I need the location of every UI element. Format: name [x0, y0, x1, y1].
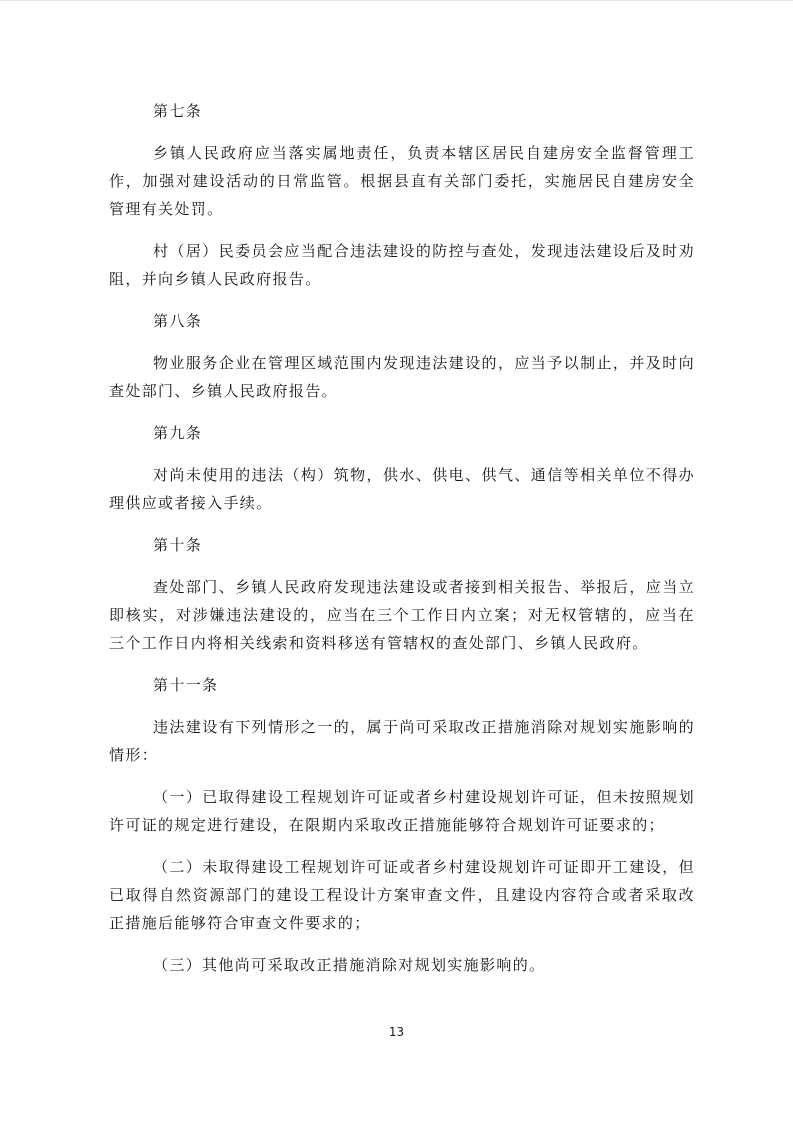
list-item-paragraph: （一）已取得建设工程规划许可证或者乡村建设规划许可证，但未按照规划许可证的规定进行建设，在限期内采取改正措施能够符合规划许可证要求的； — [109, 788, 695, 834]
page-number: 13 — [388, 1025, 405, 1039]
article-heading: 第八条 — [153, 312, 203, 330]
body-paragraph: 村（居）民委员会应当配合违法建设的防控与查处，发现违法建设后及时劝阻，并向乡镇人民政府报告。 — [109, 242, 695, 288]
page-footer — [0, 1023, 793, 1041]
body-paragraph: 查处部门、乡镇人民政府发现违法建设或者接到相关报告、举报后，应当立即核实，对涉嫌违法建设的，应当在三个工作日内立案；对无权管辖的，应当在三个工作日内将相关线索和资料移送有管辖权的查处部门、乡镇人民政府。 — [109, 578, 695, 652]
body-paragraph: 对尚未使用的违法（构）筑物，供水、供电、供气、通信等相关单位不得办理供应或者接入手续。 — [109, 466, 695, 512]
body-paragraph: 乡镇人民政府应当落实属地责任，负责本辖区居民自建房安全监督管理工作，加强对建设活动的日常监管。根据县直有关部门委托，实施居民自建房安全管理有关处罚。 — [109, 144, 695, 218]
article-heading: 第七条 — [153, 102, 203, 120]
list-item-paragraph: （二）未取得建设工程规划许可证或者乡村建设规划许可证即开工建设，但已取得自然资源部门的建设工程设计方案审查文件，且建设内容符合或者采取改正措施后能够符合审查文件要求的； — [109, 858, 695, 932]
body-paragraph: 物业服务企业在管理区域范围内发现违法建设的，应当予以制止，并及时向查处部门、乡镇人民政府报告。 — [109, 354, 695, 400]
list-item-paragraph: （三）其他尚可采取改正措施消除对规划实施影响的。 — [153, 956, 546, 974]
article-heading: 第十条 — [153, 536, 203, 554]
article-heading: 第九条 — [153, 424, 203, 442]
article-heading: 第十一条 — [153, 676, 219, 694]
document-body — [109, 97, 695, 993]
body-paragraph: 违法建设有下列情形之一的，属于尚可采取改正措施消除对规划实施影响的情形： — [109, 718, 695, 764]
